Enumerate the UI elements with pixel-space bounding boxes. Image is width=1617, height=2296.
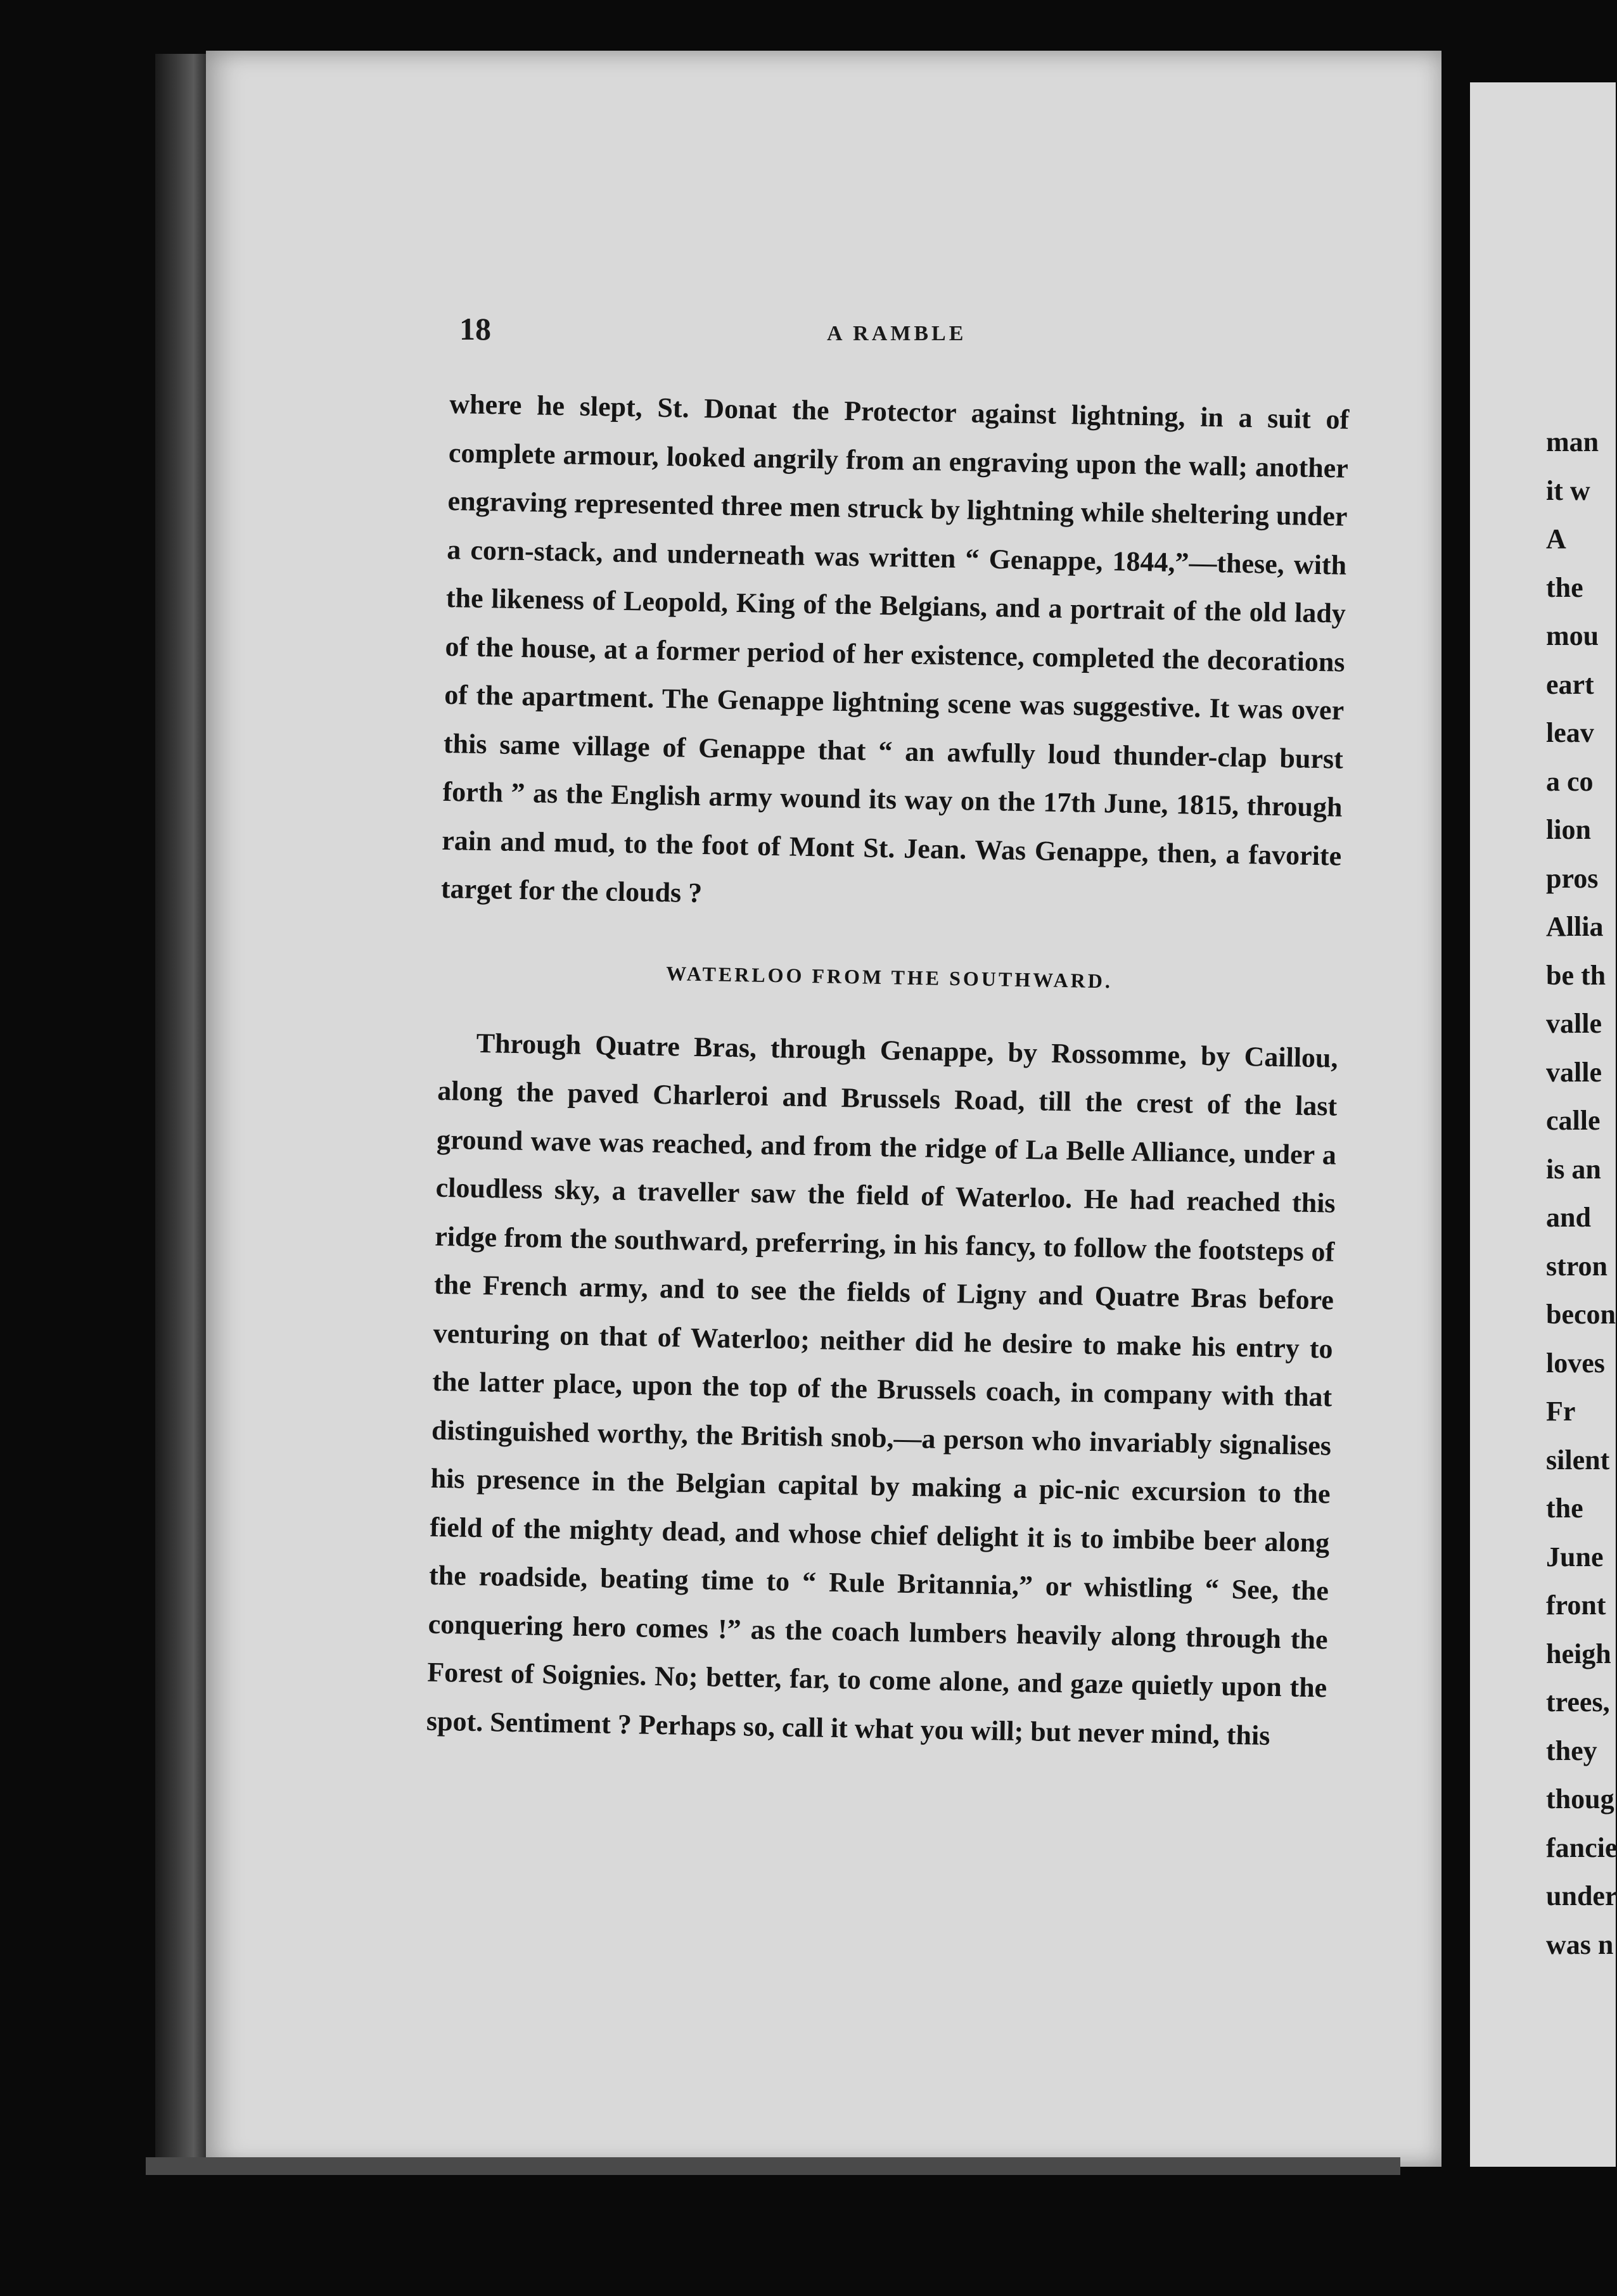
facing-line: the [1546,1493,1583,1524]
facing-line: and [1546,1202,1591,1233]
paragraph-1: where he slept, St. Donat the Protector against lightning, in a suit of complete armour, looked angrily from an engraving upon the wall; another engraving represented three men struck by lightning while sheltering under a corn-stack, and underneath was written “ Genappe, 1844,”—these, with the likeness of Leopold, King of the Belgians, and a portrait of the old lady of the house, at a former period of her existence, completed the decorations of the apartment. The Genappe lightning scene was suggestive. It was over this same village of Genappe that “ an awfully loud thunder-clap burst forth ” as the English army wound its way on the 17th June, 1815, through rain and mud, to the foot of Mont St. Jean. Was Genappe, then, a favorite target for the clouds ? [440,388,1350,909]
facing-line: June [1546,1541,1604,1572]
facing-line: is an [1546,1153,1601,1185]
facing-line: trees, [1546,1687,1610,1718]
facing-line: man [1546,426,1599,457]
paragraph-2: Through Quatre Bras, through Genappe, by Rossomme, by Caillou, along the paved Charleroi and Brussels Road, till the crest of the last ground wave was reached, and from the ridge of La Belle Alliance, under a cloudless sky, a traveller saw the field of Waterloo. He had reached this ridge from the southward, preferring, in his fancy, to follow the footsteps of the French army, and to see the fields of Ligny and Quatre Bras before venturing on that of Waterloo; neither did he desire to make his entry to the latter place, upon the top of the Brussels coach, in company with that distinguished worthy, the British snob,—a person who invariably signalises his presence in the Belgian capital by making a pic-nic excursion to the field of the mighty dead, and whose chief delight it is to imbibe beer along the roadside, beating time to “ Rule Britannia,” or whistling “ See, the conquering hero comes !” as the coach lumbers heavily along through the Forest of Soignies. No; better, far, to come alone, and gaze quietly upon the spot. Sentiment ? Perhaps so, call it what you will; but never mind, this [426,1027,1338,1751]
facing-line: valle [1546,1008,1602,1039]
facing-line: Fr [1546,1396,1576,1427]
facing-line: fancie [1546,1832,1617,1863]
facing-line: it w [1546,475,1590,506]
facing-line: A [1546,523,1566,554]
facing-line: was n [1546,1929,1614,1960]
facing-line: be th [1546,959,1606,991]
facing-line: loves [1546,1347,1605,1379]
facing-line: a co [1546,765,1594,797]
page-bottom-edge [146,2157,1400,2175]
facing-line: mou [1546,620,1599,651]
section-heading: WATERLOO FROM THE SOUTHWARD. [666,961,1113,992]
facing-page-text [1546,418,1616,1969]
facing-line: pros [1546,862,1599,894]
facing-line: they [1546,1735,1597,1766]
running-head [459,310,1346,348]
facing-line: valle [1546,1056,1602,1088]
page-number: 18 [459,311,491,347]
facing-line: stron [1546,1250,1607,1282]
facing-line: eart [1546,668,1594,700]
facing-line: front [1546,1590,1606,1621]
body-text [426,380,1349,1761]
facing-line: under [1546,1880,1617,1911]
facing-line: lion [1546,814,1591,845]
running-title: A RAMBLE [827,322,967,345]
facing-line: Allia [1546,911,1604,942]
facing-line: the [1546,571,1583,603]
facing-line: becon [1546,1299,1616,1330]
facing-line: calle [1546,1105,1601,1136]
facing-line: leav [1546,717,1594,748]
facing-line: thoug [1546,1783,1614,1814]
facing-line: heigh [1546,1638,1611,1669]
facing-line: silent [1546,1444,1610,1476]
